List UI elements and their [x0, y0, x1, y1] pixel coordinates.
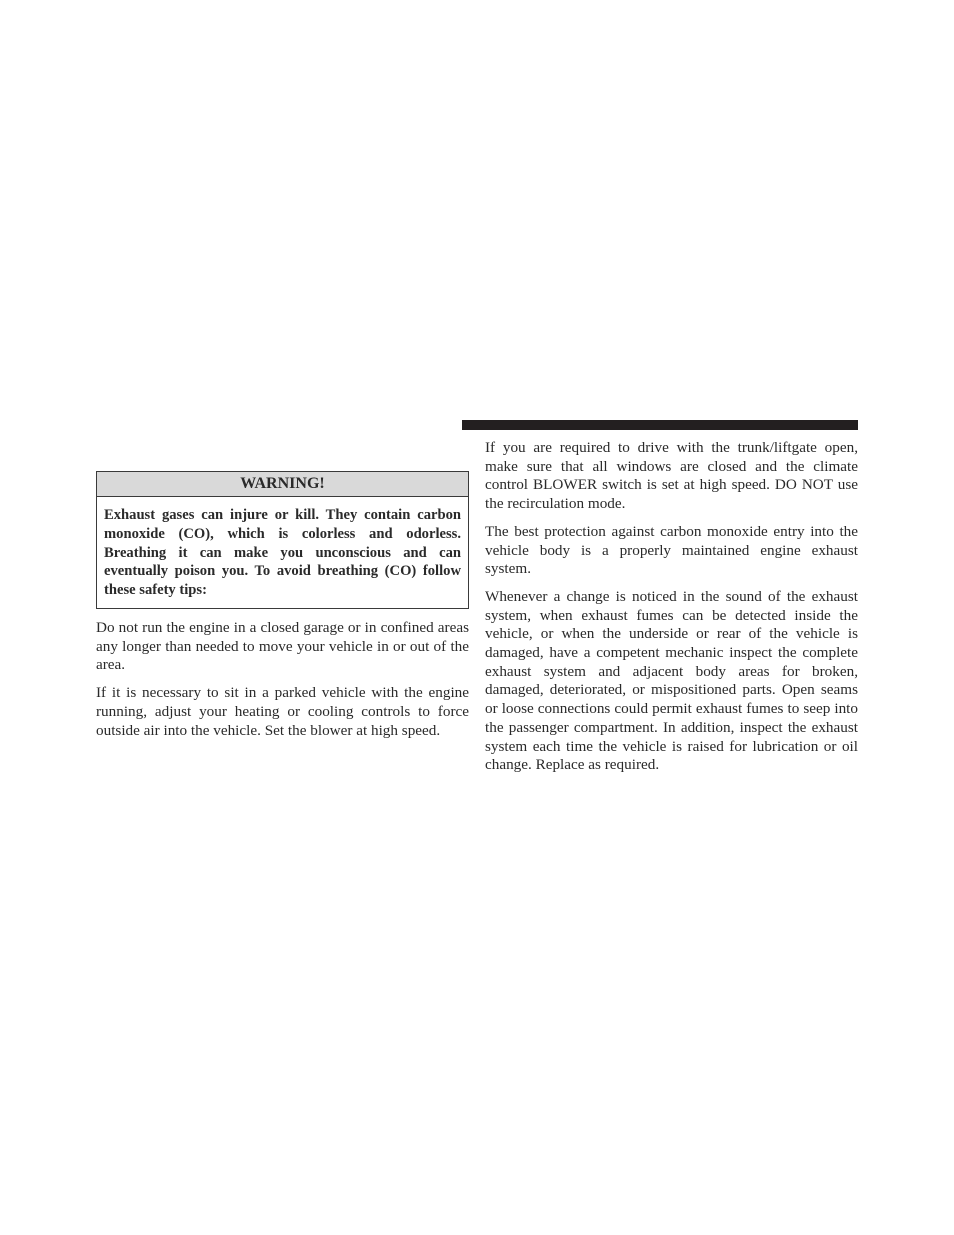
paragraph-closed-garage: Do not run the engine in a closed garage or in confined areas any longer than needed to move your vehicle in or out of the area.: [96, 618, 469, 674]
paragraph-trunk-open: If you are required to drive with the trunk/liftgate open, make sure that all windows are closed and the climate control BLOWER switch is set at high speed. DO NOT use the recirculation mode.: [485, 439, 858, 513]
paragraph-parked-vehicle: If it is necessary to sit in a parked vehicle with the engine running, adjust your heating or cooling controls to force outside air into the vehicle. Set the blower at high speed.: [96, 684, 469, 739]
section-header-bar: [462, 420, 858, 430]
right-column: [485, 439, 858, 775]
paragraph-best-protection: The best protection against carbon monoxide entry into the vehicle body is a properly maintained engine exhaust system.: [485, 522, 858, 578]
paragraph-exhaust-inspection: Whenever a change is noticed in the sound of the exhaust system, when exhaust fumes can be detected inside the vehicle, or when the underside or rear of the vehicle is damaged, have a competent mechanic inspect the complete exhaust system and adjacent body areas for broken, damaged, deteriorated, or mispositioned parts. Open seams or loose connections could permit exhaust fumes to seep into the passenger compartment. In addition, inspect the exhaust system each time the vehicle is raised for lubrication or oil change. Replace as required.: [485, 587, 858, 774]
left-column: [96, 471, 469, 740]
warning-title: WARNING!: [97, 472, 468, 497]
warning-box: [96, 471, 469, 609]
warning-text: Exhaust gases can injure or kill. They contain carbon monoxide (CO), which is colorless and odorless. Breathing it can make you unconscious and can eventually poison you. To avoid breathing (CO) follow these safety tips:: [104, 507, 461, 599]
